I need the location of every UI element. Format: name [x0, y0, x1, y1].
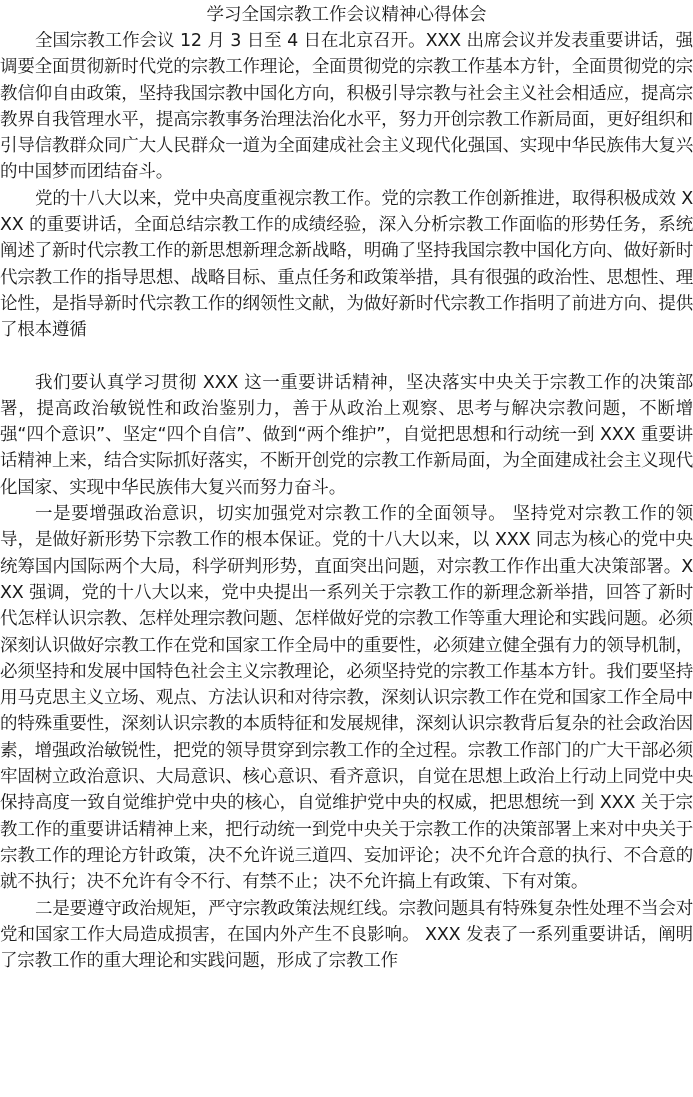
paragraph-gap	[0, 344, 693, 370]
paragraph-1: 全国宗教工作会议 12 月 3 日至 4 日在北京召开。XXX 出席会议并发表重要讲话，强调要全面贯彻新时代党的宗教工作理论，全面贯彻党的宗教工作基本方针，全面贯彻党的宗教信仰自由政策，坚持我国宗教中国化方向，积极引导宗教与社会主义社会相适应，提高宗教界自我管理水平，提高宗教事务治理法治化水平，努力开创宗教工作新局面，更好组织和引导信教群众同广大人民群众一道为全面建成社会主义现代化强国、实现中华民族伟大复兴的中国梦而团结奋斗。	[0, 31, 693, 183]
document-title: 学习全国宗教工作会议精神心得体会	[206, 5, 487, 25]
paragraph-5: 二是要遵守政治规矩，严守宗教政策法规红线。宗教问题具有特殊复杂性处理不当会对党和国家工作大局造成损害，在国内外产生不良影响。 XXX 发表了一系列重要讲话，阐明了宗教工作的重大理论和实践问题，形成了宗教工作	[0, 898, 693, 972]
paragraph-2: 党的十八大以来，党中央高度重视宗教工作。党的宗教工作创新推进，取得积极成效 XXX 的重要讲话，全面总结宗教工作的成绩经验，深入分析宗教工作面临的形势任务，系统阐述了新时代宗教工作的新思想新理念新战略，明确了坚持我国宗教中国化方向、做好新时代宗教工作的指导思想、战略目标、重点任务和政策举措，具有很强的政治性、思想性、理论性，是指导新时代宗教工作的纲领性文献，为做好新时代宗教工作指明了前进方向、提供了根本遵循	[0, 188, 693, 341]
paragraph-3: 我们要认真学习贯彻 XXX 这一重要讲话精神，坚决落实中央关于宗教工作的决策部署，提高政治敏锐性和政治鉴别力，善于从政治上观察、思考与解决宗教问题，不断增强“四个意识”、坚定“四个自信”、做到“两个维护”，自觉把思想和行动统一到 XXX 重要讲话精神上来，结合实际抓好落实，不断开创党的宗教工作新局面，为全面建成社会主义现代化国家、实现中华民族伟大复兴而努力奋斗。	[0, 372, 693, 498]
paragraph-4: 一是要增强政治意识，切实加强党对宗教工作的全面领导。 坚持党对宗教工作的领导，是做好新形势下宗教工作的根本保证。党的十八大以来，以 XXX 同志为核心的党中央统筹国内国际两个大局，科学研判形势，直面突出问题，对宗教工作作出重大决策部署。XXX 强调，党的十八大以来，党中央提出一系列关于宗教工作的新理念新举措，回答了新时代怎样认识宗教、怎样处理宗教问题、怎样做好党的宗教工作等重大理论和实践问题。必须深刻认识做好宗教工作在党和国家工作全局中的重要性，必须建立健全强有力的领导机制，必须坚持和发展中国特色社会主义宗教理论，必须坚持党的宗教工作基本方针。我们要坚持用马克思主义立场、观点、方法认识和对待宗教，深刻认识宗教工作在党和国家工作全局中的特殊重要性，深刻认识宗教的本质特征和发展规律，深刻认识宗教背后复杂的社会政治因素，增强政治敏锐性，把党的领导贯穿到宗教工作的全过程。宗教工作部门的广大干部必须牢固树立政治意识、大局意识、核心意识、看齐意识，自觉在思想上政治上行动上同党中央保持高度一致自觉维护党中央的核心，自觉维护党中央的权威，把思想统一到 XXX 关于宗教工作的重要讲话精神上来，把行动统一到党中央关于宗教工作的决策部署上来对中央关于宗教工作的理论方针政策，决不允许说三道四、妄加评论；决不允许合意的执行、不合意的就不执行；决不允许有令不行、有禁不止；决不允许搞上有政策、下有对策。	[0, 504, 693, 893]
